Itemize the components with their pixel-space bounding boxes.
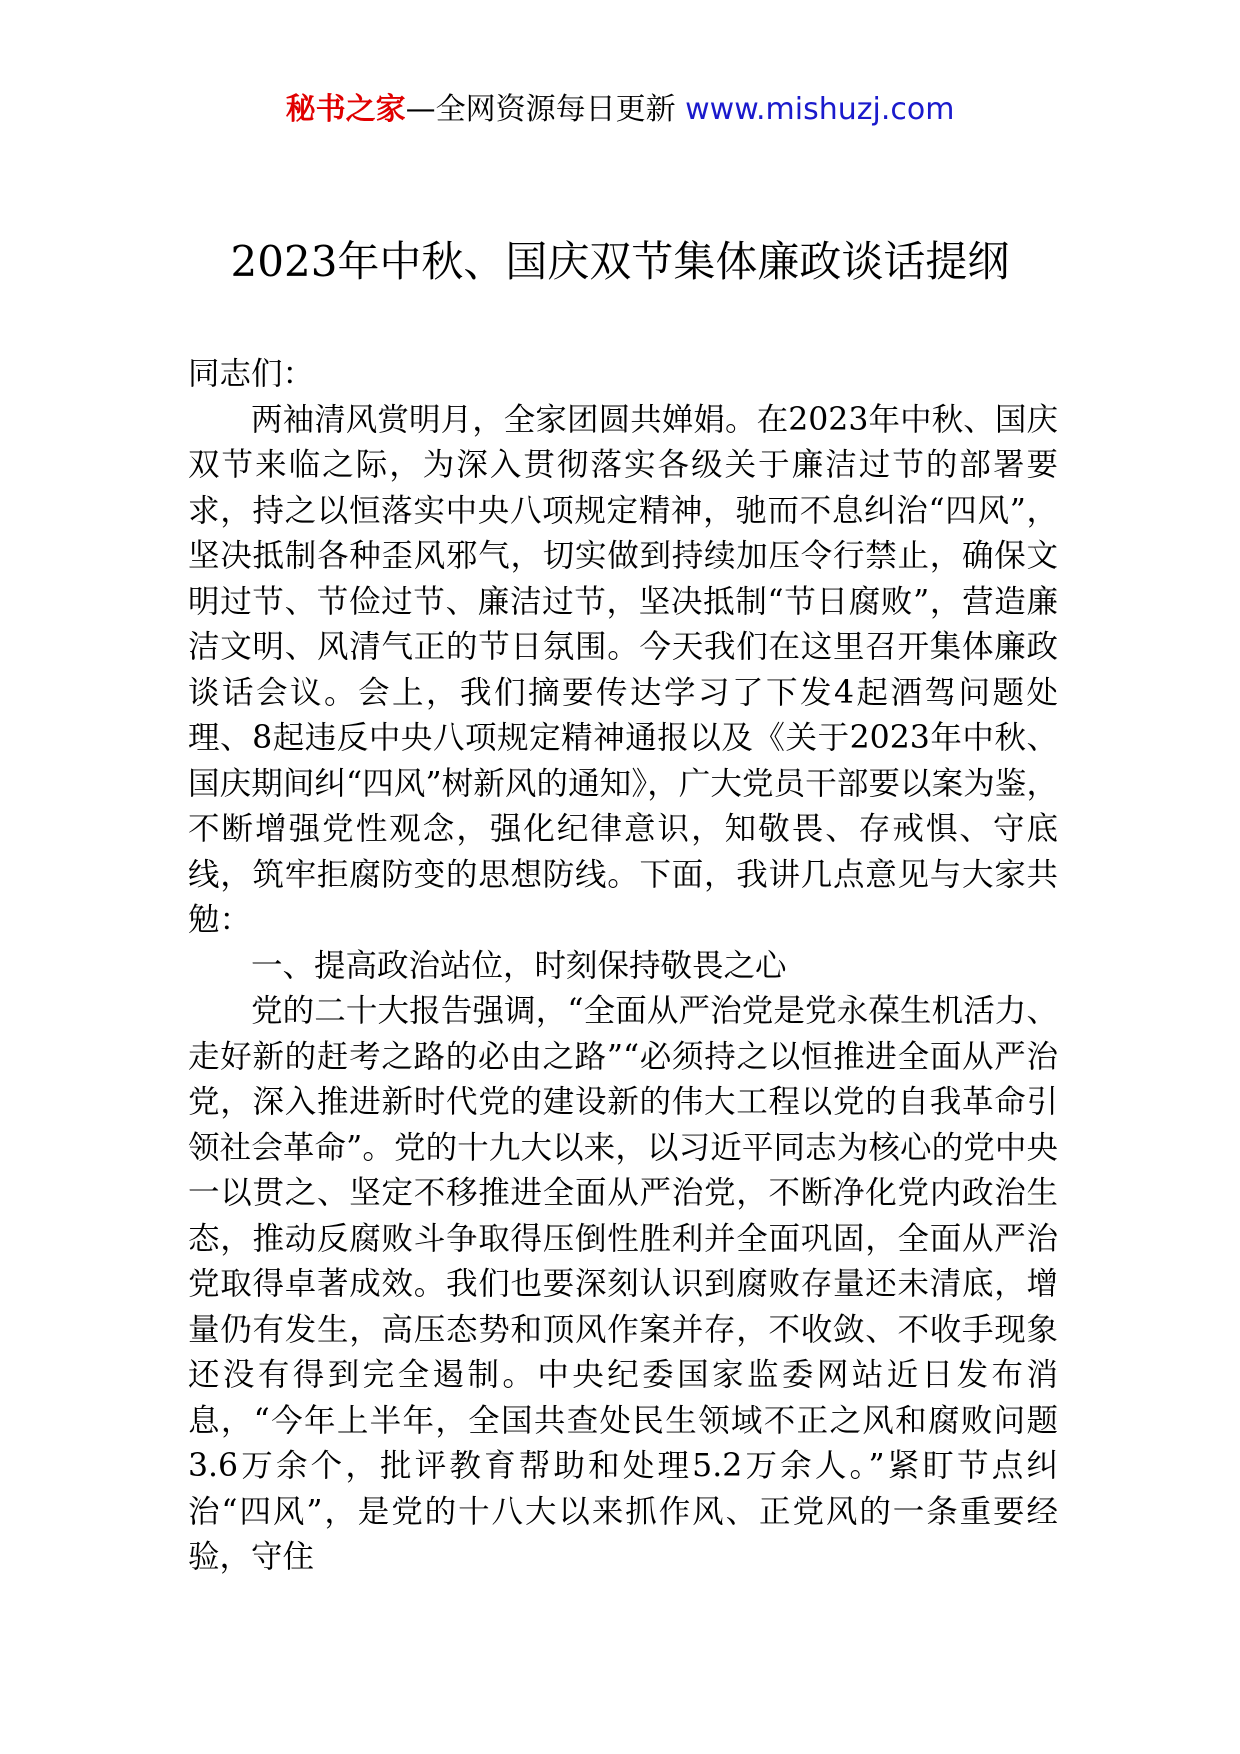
site-url-link[interactable]: www.mishuzj.com [685,92,955,127]
paragraph-intro: 两袖清风赏明月，全家团圆共婵娟。在2023年中秋、国庆双节来临之际，为深入贯彻落实各级关于廉洁过节的部署要求，持之以恒落实中央八项规定精神，驰而不息纠治“四风”，坚决抵制各种歪风邪气，切实做到持续加压令行禁止，确保文明过节、节俭过节、廉洁过节，坚决抵制“节日腐败”，营造廉洁文明、风清气正的节日氛围。今天我们在这里召开集体廉政谈话会议。会上，我们摘要传达学习了下发4起酒驾问题处理、8起违反中央八项规定精神通报以及《关于2023年中秋、国庆期间纠“四风”树新风的通知》，广大党员干部要以案为鉴，不断增强党性观念，强化纪律意识，知敬畏、存戒惧、守底线，筑牢拒腐防变的思想防线。下面，我讲几点意见与大家共勉： [188,401,1058,938]
site-header [0,88,1240,132]
paragraph-section-1: 党的二十大报告强调，“全面从严治党是党永葆生机活力、走好新的赶考之路的必由之路”“必须持之以恒推进全面从严治党，深入推进新时代党的建设新的伟大工程以党的自我革命引领社会革命”。党的十九大以来，以习近平同志为核心的党中央一以贯之、坚定不移推进全面从严治党，不断净化党内政治生态，推动反腐败斗争取得压倒性胜利并全面巩固，全面从严治党取得卓著成效。我们也要深刻认识到腐败存量还未清底，增量仍有发生，高压态势和顶风作案并存，不收敛、不收手现象还没有得到完全遏制。中央纪委国家监委网站近日发布消息，“今年上半年，全国共查处民生领域不正之风和腐败问题3.6万余个，批评教育帮助和处理5.2万余人。”紧盯节点纠治“四风”，是党的十八大以来抓作风、正党风的一条重要经验，守住 [188,993,1058,1575]
document-body [188,352,1058,1581]
site-tagline: —全网资源每日更新 [405,92,686,127]
salutation: 同志们： [188,356,315,392]
section-heading: 一、提高政治站位，时刻保持敬畏之心 [251,947,787,984]
site-brand: 秘书之家 [285,92,406,127]
document-title: 2023年中秋、国庆双节集体廉政谈话提纲 [230,237,1010,286]
